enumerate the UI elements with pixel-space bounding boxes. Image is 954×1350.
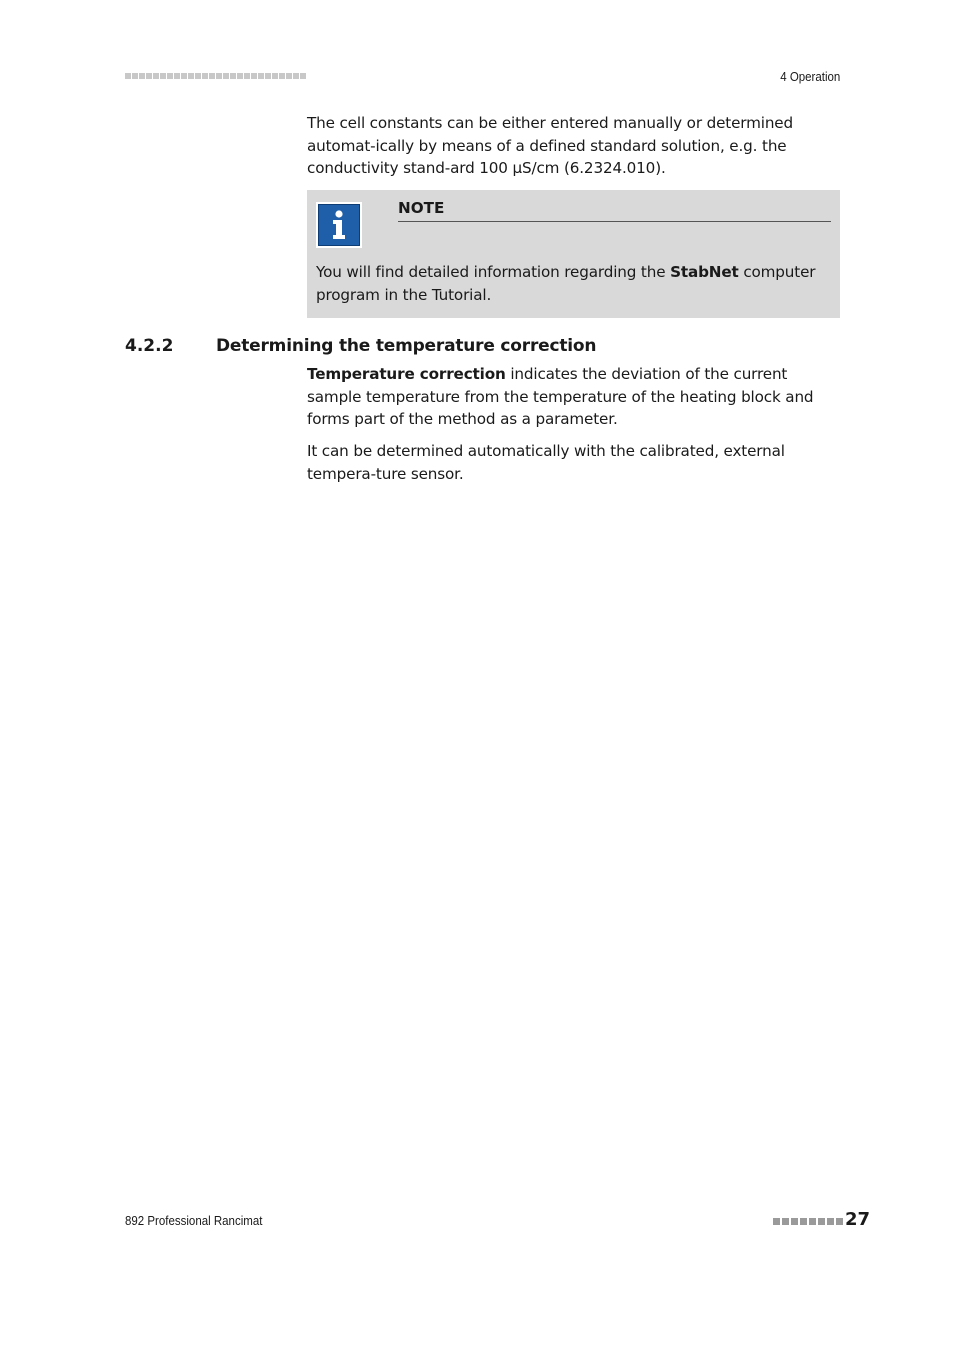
footer-decoration xyxy=(773,1218,843,1225)
note-text: You will find detailed information regarding the StabNet computer program in the Tutorial. xyxy=(316,263,816,304)
note-keyword: StabNet xyxy=(670,263,739,281)
section-number: 4.2.2 xyxy=(125,336,174,356)
intro-paragraph: The cell constants can be either entered manually or determined automat-ically by means of a defined standard solution, e.g. the conductivity stand-ard 100 µS/cm (6.2324.010). xyxy=(307,114,793,178)
page-number: 27 xyxy=(845,1209,871,1230)
term-temperature-correction: Temperature correction xyxy=(307,365,506,383)
header-decoration xyxy=(125,73,306,79)
note-title: NOTE xyxy=(398,199,445,217)
section-paragraph-1: Temperature correction indicates the deviation of the current sample temperature from the temperature of the heating block and forms part of the method as a parameter. xyxy=(307,365,814,429)
info-icon xyxy=(316,202,362,248)
note-divider xyxy=(398,221,831,222)
section-heading: Determining the temperature correction xyxy=(216,336,597,356)
running-header-chapter: 4 Operation xyxy=(779,70,840,84)
section-paragraph-2: It can be determined automatically with the calibrated, external tempera-ture sensor. xyxy=(307,442,785,483)
note-box xyxy=(307,190,840,318)
footer-product-name: 892 Professional Rancimat xyxy=(125,1214,263,1228)
